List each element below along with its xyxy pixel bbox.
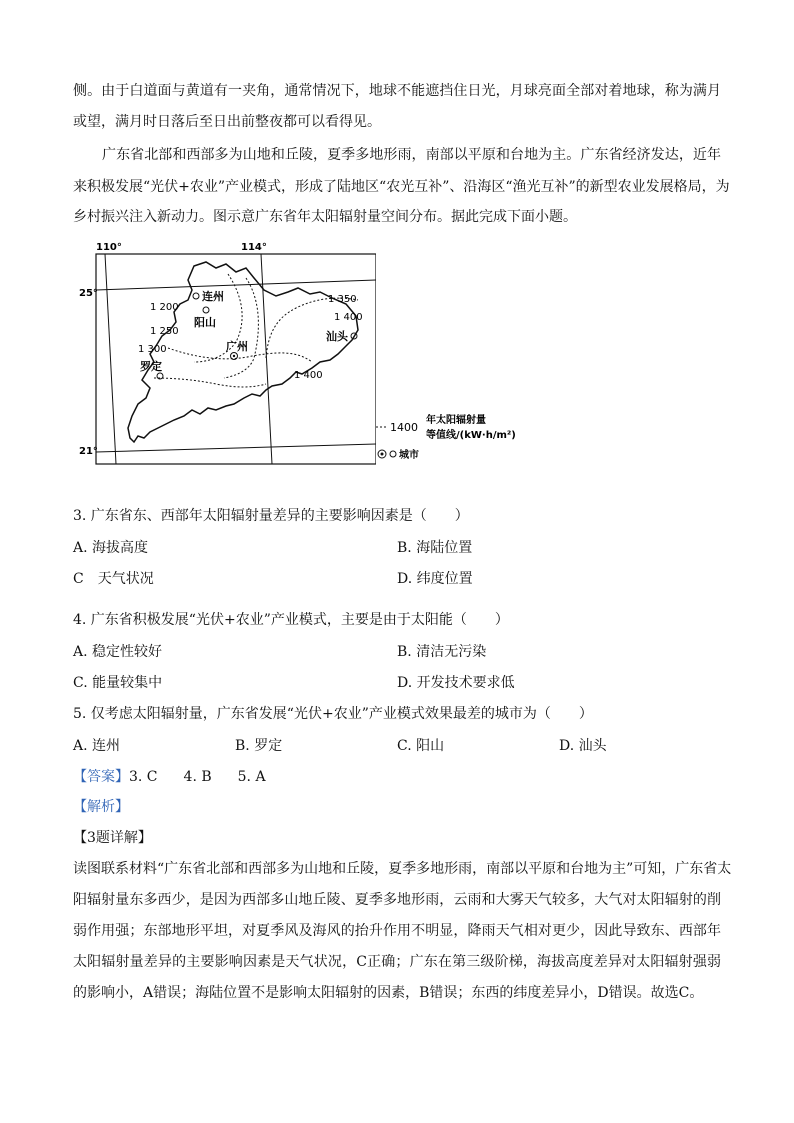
intro-p2-line2: 来积极发展“光伏+农业”产业模式，形成了陆地区“农光互补”、沿海区“渔光互补”的新型农业发展格局，为 xyxy=(73,179,730,195)
answer-3: 3. C xyxy=(129,769,158,785)
question-3-stem: 3. 广东省东、西部年太阳辐射量差异的主要影响因素是（ ） xyxy=(73,508,469,524)
legend-title-line1: 年太阳辐射量 xyxy=(426,415,486,426)
question-4-option-d: D. 开发技术要求低 xyxy=(397,675,515,691)
legend-city-icon-small xyxy=(390,451,396,457)
intro-p2-line1: 广东省北部和西部多为山地和丘陵，夏季多地形雨，南部以平原和台地为主。广东省经济发达，近年 xyxy=(102,147,721,163)
answer-5: 5. A xyxy=(237,769,266,785)
answer-row xyxy=(73,770,266,784)
question-3-option-a: A. 海拔高度 xyxy=(73,540,149,556)
label-1250: 1 250 xyxy=(150,326,179,337)
label-1400-east: 1 400 xyxy=(334,312,363,323)
question-3-option-b: B. 海陆位置 xyxy=(397,540,473,556)
city-guangzhou-label: 广州 xyxy=(226,340,248,353)
label-1300: 1 300 xyxy=(138,344,167,355)
parallel-21 xyxy=(96,444,376,452)
label-110: 110° xyxy=(96,242,122,253)
detail-heading: 【3题详解】 xyxy=(73,830,152,846)
answer-label: 【答案】 xyxy=(73,769,129,785)
meridian-110 xyxy=(105,254,116,464)
question-5-option-c: C. 阳山 xyxy=(397,738,445,754)
map-legend xyxy=(374,414,564,486)
solar-radiation-map xyxy=(76,238,376,488)
label-25: 25° xyxy=(79,288,98,299)
question-5-option-a: A. 连州 xyxy=(73,738,121,754)
legend-city-label: 城市 xyxy=(399,450,419,461)
detail-line-4: 太阳辐射量差异的主要影响因素是天气状况，C正确；广东在第三级阶梯，海拔高度差异对太阳辐射强弱 xyxy=(73,954,721,970)
question-4-option-b: B. 清洁无污染 xyxy=(397,644,487,660)
label-21: 21° xyxy=(79,446,98,457)
isoline-1400-south xyxy=(154,378,266,387)
intro-p2-line3: 乡村振兴注入新动力。图示意广东省年太阳辐射量空间分布。据此完成下面小题。 xyxy=(73,209,577,225)
meridian-114 xyxy=(261,254,272,464)
analysis-label: 【解析】 xyxy=(73,799,129,815)
detail-line-3: 弱作用强；东部地形平坦，对夏季风及海风的抬升作用不明显，降雨天气相对更少，因此导致东、西部年 xyxy=(73,923,721,939)
label-114: 114° xyxy=(241,242,267,253)
detail-line-2: 阳辐射量东多西少，是因为西部多山地丘陵、夏季多地形雨，云雨和大雾天气较多，大气对太阳辐射的削 xyxy=(73,892,721,908)
city-yangshan-label: 阳山 xyxy=(194,316,216,329)
question-4-option-c: C. 能量较集中 xyxy=(73,675,163,691)
question-4-stem: 4. 广东省积极发展“光伏+农业”产业模式，主要是由于太阳能（ ） xyxy=(73,612,509,628)
label-1200: 1 200 xyxy=(150,302,179,313)
detail-line-1: 读图联系材料“广东省北部和西部多为山地和丘陵，夏季多地形雨，南部以平原和台地为主”可知，广东省太 xyxy=(73,861,732,877)
city-guangzhou-dot xyxy=(233,355,235,357)
intro-p1-line1: 侧。由于白道面与黄道有一夹角，通常情况下，地球不能遮挡住日光，月球亮面全部对着地球，称为满月 xyxy=(73,83,721,99)
question-3-option-c: C 天气状况 xyxy=(73,571,154,587)
question-3-option-d: D. 纬度位置 xyxy=(397,571,473,587)
question-5-option-d: D. 汕头 xyxy=(559,738,607,754)
city-yangshan-marker xyxy=(203,307,209,313)
question-5-stem: 5. 仅考虑太阳辐射量，广东省发展“光伏+农业”产业模式效果最差的城市为（ ） xyxy=(73,706,593,722)
question-5-option-b: B. 罗定 xyxy=(235,738,283,754)
label-1400-south: 1 400 xyxy=(294,370,323,381)
label-1350: 1 350 xyxy=(328,294,357,305)
detail-line-5: 的影响小，A错误；海陆位置不是影响太阳辐射的因素，B错误；东西的纬度差异小，D错误。故选C。 xyxy=(73,985,704,1001)
legend-title-line2: 等值线/(kW·h/m²) xyxy=(426,430,516,441)
city-shantou-label: 汕头 xyxy=(326,330,348,343)
intro-p1-line2: 或望，满月时日落后至日出前整夜都可以看得见。 xyxy=(73,114,381,130)
legend-city-icon-dot xyxy=(381,453,384,456)
answer-4: 4. B xyxy=(183,769,212,785)
city-lianzhou-marker xyxy=(193,293,199,299)
isoline-1350 xyxy=(266,298,358,358)
question-4-option-a: A. 稳定性较好 xyxy=(73,644,163,660)
legend-value: 1400 xyxy=(390,421,418,434)
city-luoding-label: 罗定 xyxy=(140,360,162,373)
city-lianzhou-label: 连州 xyxy=(202,290,224,303)
